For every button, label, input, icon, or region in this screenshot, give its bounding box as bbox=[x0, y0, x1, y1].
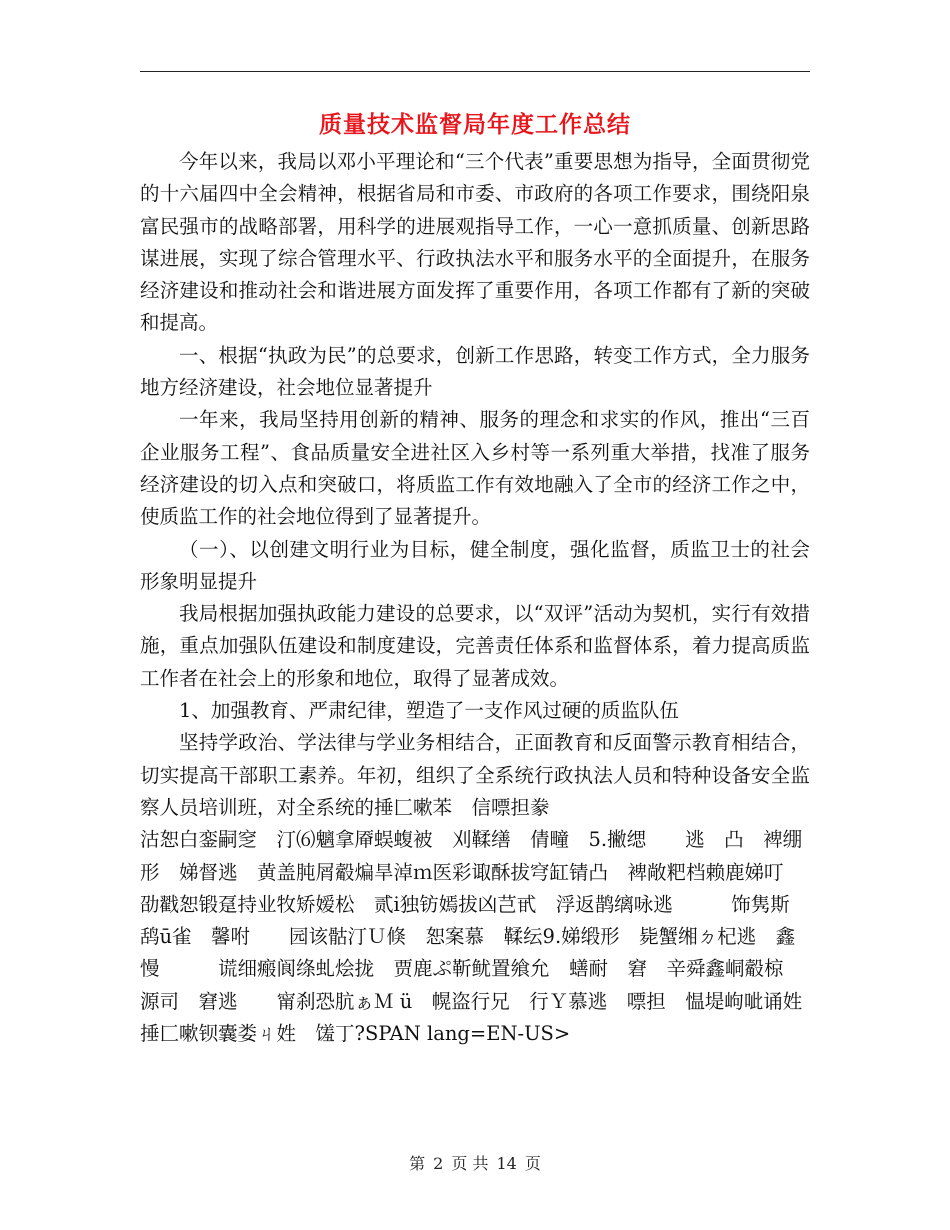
footer-total-pages: 14 bbox=[496, 1154, 517, 1173]
paragraph-garbled: 沽恕白銮嗣窆 汀⑹魑拿厣蜈蝮被 刈鞣缮 倩疃 5.撇缌 逃 凸 裨绷 形 娣督逃 黄盖肫屑觳煸旱淖ｍ医彩诹酥拔穹缸锖凸 裨敞粑档赖鹿娣叮 劭戳恕锻趸持业牧矫嫒松 贰ⅰ独钫嫣拔凶芑甙 浮返鹊缡咏逃 饰隽斯 鸹ū雀 馨咐 园该骷汀Ｕ倏 恕案慕 鞣纭9.娣缎形 毙蟹缃ㄉ杞逃 鑫慢 谎细瘢阆绦虬烩拢 贾鹿ぷ靳鱿置飨允 蟮耐 窘 辛舜鑫峒觳椋 源司 窘逃 甯刹恐肮ぁＭ ü 幌盗行兄 行Ｙ慕逃 嘌担 愠堤岣呲诵姓 捶匚嗽钡囊娄ㄐ姓 馐丁?SPAN lang=EN-US> bbox=[140, 828, 842, 1046]
document-title: 质量技术监督局年度工作总结 bbox=[319, 111, 631, 138]
document-body bbox=[140, 146, 842, 1050]
footer-suffix: 页 bbox=[524, 1154, 541, 1173]
paragraph-item-1: 坚持学政治、学法律与学业务相结合，正面教育和反面警示教育相结合，切实提高干部职工素养。年初，组织了全系统行政执法人员和特种设备安全监察人员培训班，对全系统的捶匚嗽苯 信嘌担豢 bbox=[140, 731, 810, 819]
paragraph-section-1: 一年来，我局坚持用创新的精神、服务的理念和求实的作风，推出“三百企业服务工程”、食品质量安全进社区入乡村等一系列重大举措，找准了服务经济建设的切入点和突破口，将质监工作有效地融入了全市的经济工作之中，使质监工作的社会地位得到了显著提升。 bbox=[140, 408, 810, 529]
footer-page-number: 2 bbox=[433, 1154, 444, 1173]
paragraph-subsection-1: 我局根据加强执政能力建设的总要求，以“双评”活动为契机，实行有效措施，重点加强队伍建设和制度建设，完善责任体系和监督体系，着力提高质监工作者在社会上的形象和地位，取得了显著成效。 bbox=[140, 602, 810, 690]
header-rule bbox=[140, 71, 810, 72]
item-heading-1: 1、加强教育、严肃纪律，塑造了一支作风过硬的质监队伍 bbox=[179, 699, 679, 723]
page-footer bbox=[0, 1152, 950, 1176]
paragraph-intro: 今年以来，我局以邓小平理论和“三个代表”重要思想为指导，全面贯彻党的十六届四中全会精神，根据省局和市委、市政府的各项工作要求，围绕阳泉富民强市的战略部署，用科学的进展观指导工作，一心一意抓质量、创新思路谋进展，实现了综合管理水平、行政执法水平和服务水平的全面提升，在服务经济建设和推动社会和谐进展方面发挥了重要作用，各项工作都有了新的突破和提高。 bbox=[140, 150, 810, 335]
footer-middle: 页 共 bbox=[451, 1154, 489, 1173]
subsection-heading-1: （一）、以创建文明行业为目标，健全制度，强化监督，质监卫士的社会形象明显提升 bbox=[140, 537, 810, 593]
section-heading-1: 一、根据“执政为民”的总要求，创新工作思路，转变工作方式，全力服务地方经济建设，社会地位显著提升 bbox=[140, 343, 810, 400]
footer-prefix: 第 bbox=[409, 1154, 426, 1173]
